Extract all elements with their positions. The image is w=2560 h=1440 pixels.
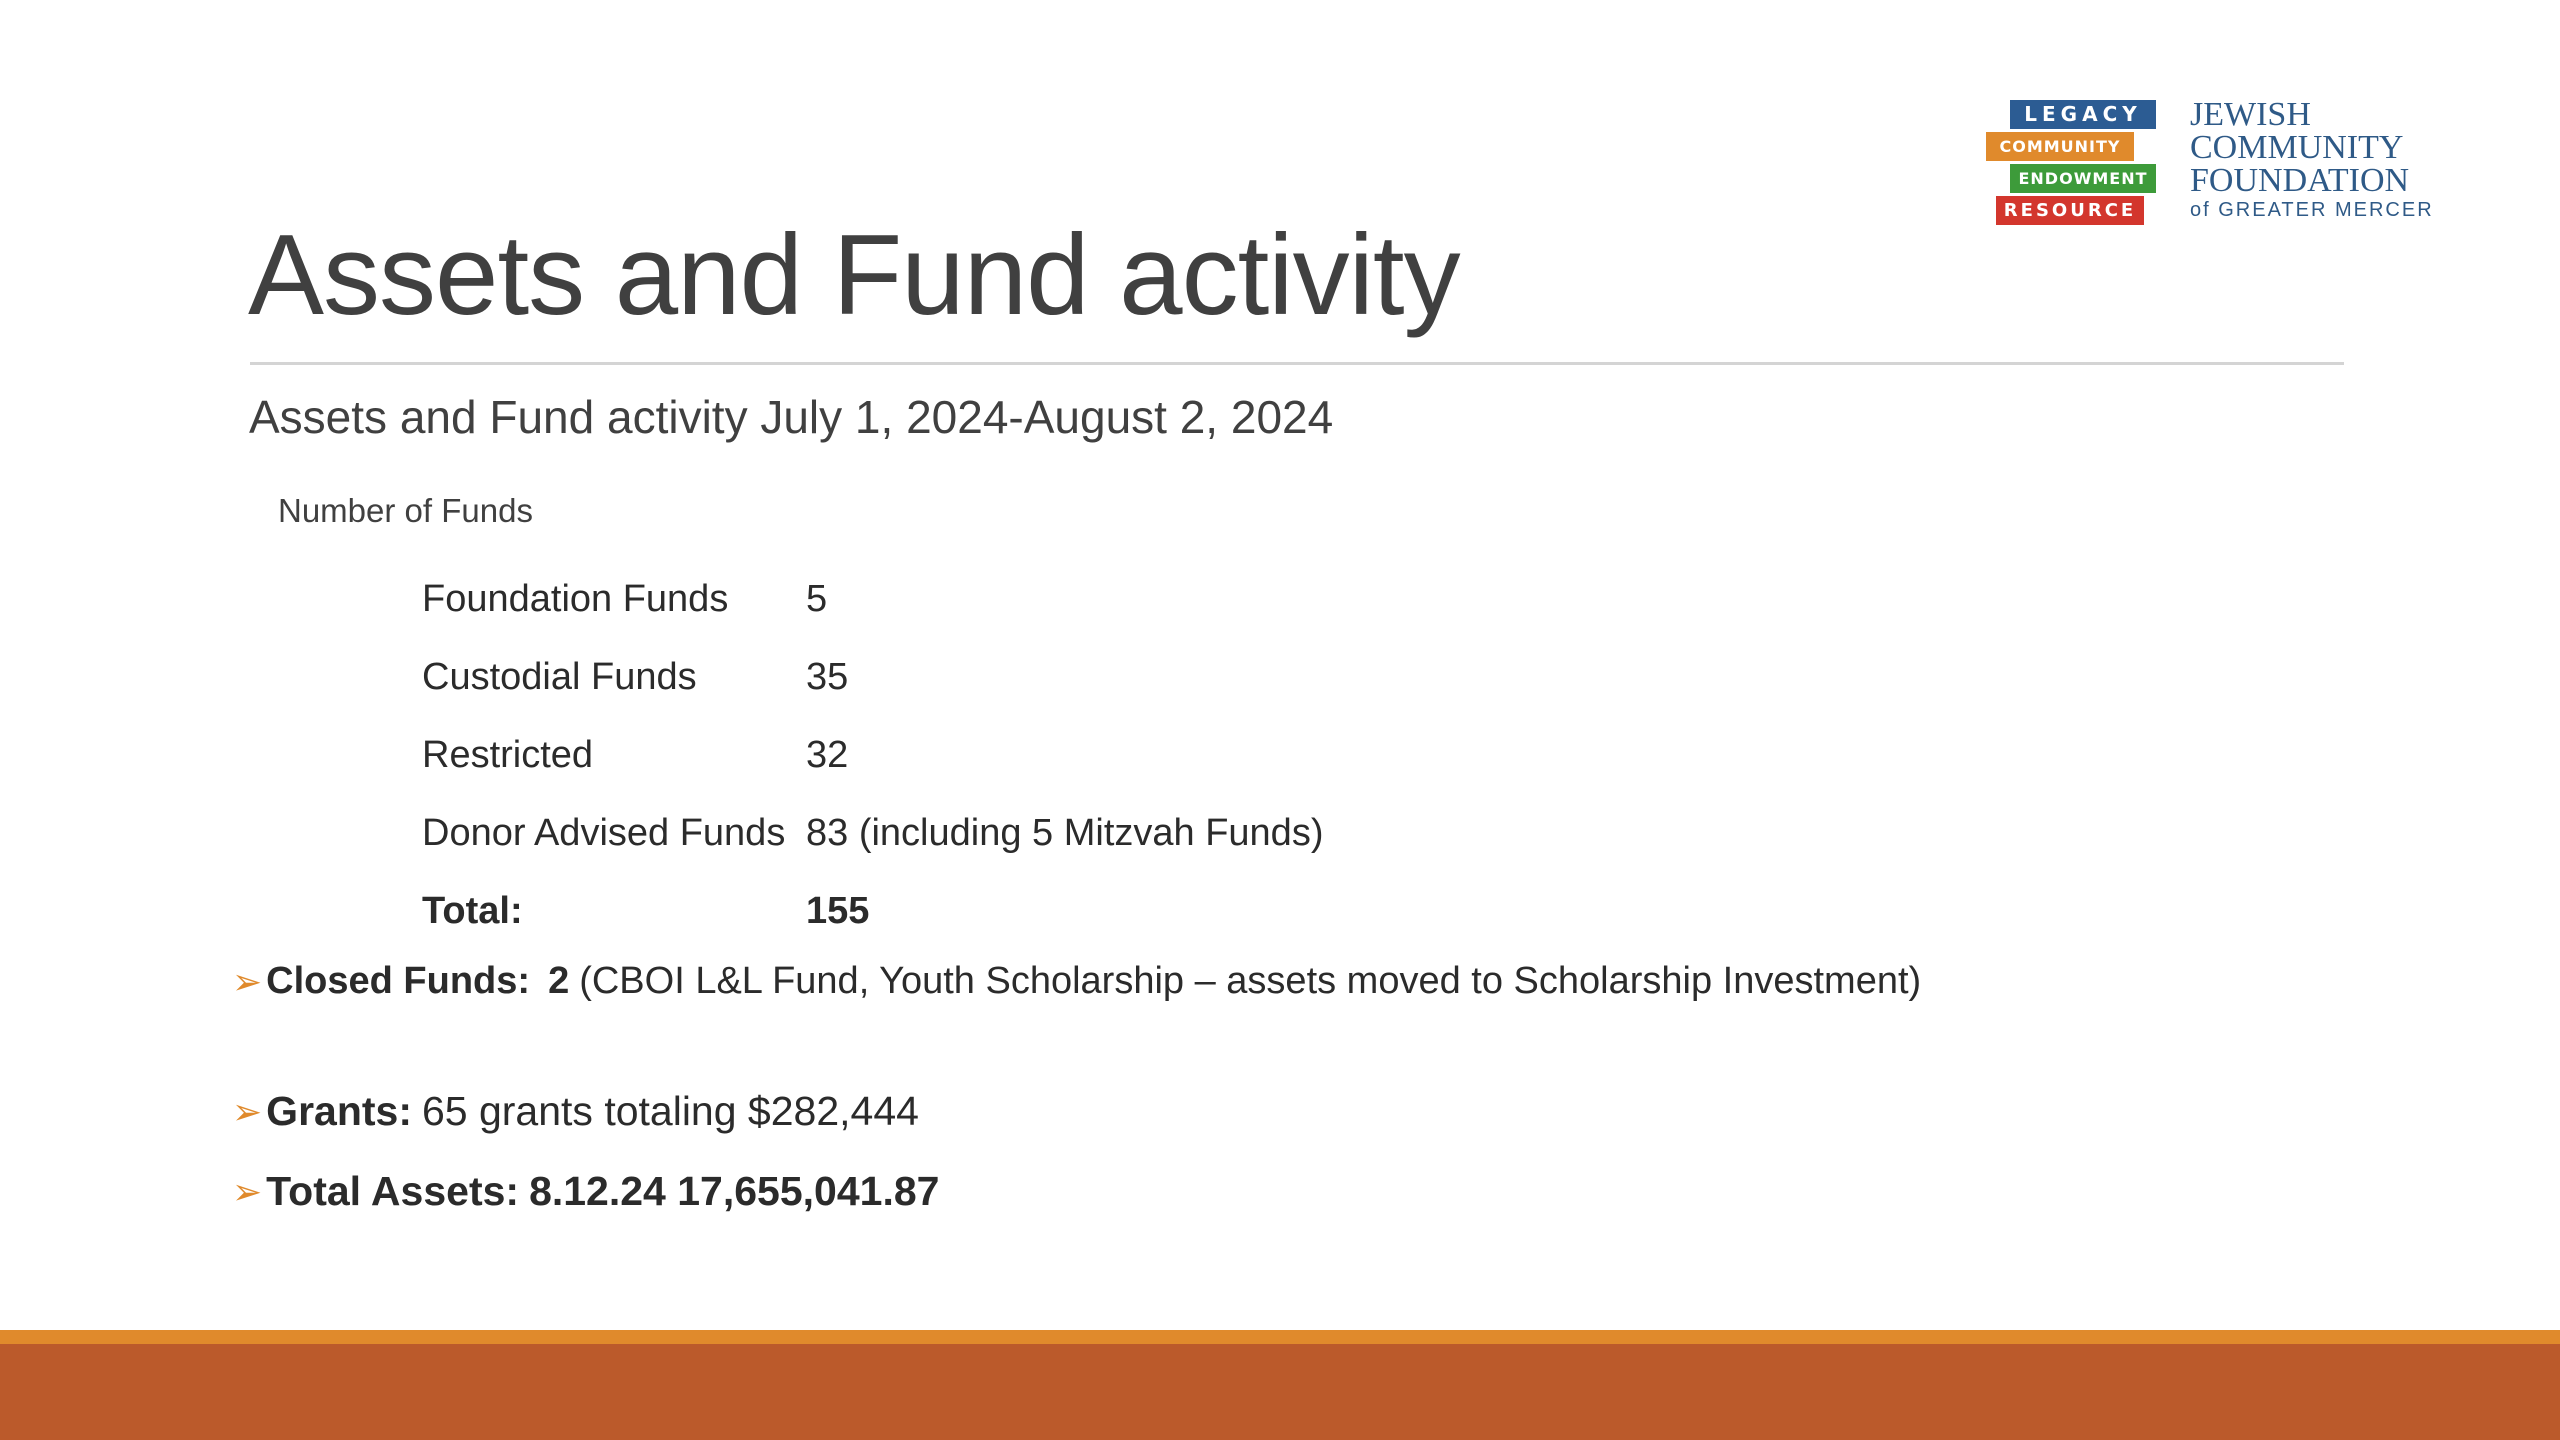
- fund-value: 5: [806, 577, 828, 620]
- fund-label: Foundation Funds: [422, 577, 729, 620]
- slide-title: Assets and Fund activity: [248, 212, 1460, 339]
- funds-heading: Number of Funds: [278, 492, 533, 529]
- logo-tagline: of GREATER MERCER: [2190, 199, 2434, 221]
- fund-label: Total:: [422, 889, 523, 932]
- fund-value: 32: [806, 733, 849, 776]
- bullet-total-assets: [232, 1168, 939, 1215]
- fund-label: Restricted: [422, 733, 594, 776]
- slide-subtitle: Assets and Fund activity July 1, 2024-August 2, 2024: [249, 391, 1334, 443]
- bullet-closed-funds: [232, 960, 1921, 1003]
- footer-band: [0, 1344, 2560, 1440]
- fund-row-foundation: [422, 560, 1323, 638]
- logo-line-community: COMMUNITY: [2190, 129, 2404, 166]
- total-assets-label: Total Assets:: [266, 1168, 520, 1214]
- logo-bar-resource: RESOURCE: [1996, 196, 2144, 225]
- jcf-logo: [1986, 98, 2446, 232]
- fund-label: Donor Advised Funds: [422, 811, 786, 854]
- fund-row-total: [422, 872, 1323, 950]
- grants-label: Grants:: [266, 1088, 412, 1134]
- fund-row-donor-advised: [422, 794, 1323, 872]
- closed-funds-label: Closed Funds:: [266, 960, 531, 1002]
- fund-label: Custodial Funds: [422, 655, 697, 698]
- closed-funds-detail: (CBOI L&L Fund, Youth Scholarship – assets moved to Scholarship Investment): [579, 960, 1922, 1002]
- grants-detail: 65 grants totaling $282,444: [421, 1088, 919, 1134]
- funds-table: [422, 560, 1323, 950]
- fund-row-restricted: [422, 716, 1323, 794]
- total-assets-detail: 8.12.24 17,655,041.87: [529, 1168, 940, 1214]
- logo-bar-endowment: ENDOWMENT: [2010, 164, 2156, 193]
- logo-line-jewish: JEWISH: [2190, 96, 2311, 133]
- logo-bar-community: COMMUNITY: [1986, 132, 2134, 161]
- closed-funds-count: 2: [548, 960, 570, 1002]
- footer-accent-line: [0, 1330, 2560, 1344]
- logo-line-foundation: FOUNDATION: [2190, 162, 2410, 199]
- arrow-bullet-icon: ➢: [232, 1090, 263, 1132]
- arrow-bullet-icon: ➢: [232, 1170, 263, 1212]
- bullet-grants: [232, 1088, 919, 1135]
- logo-bar-legacy: LEGACY: [2010, 100, 2156, 129]
- fund-value: 155: [806, 889, 870, 932]
- fund-row-custodial: [422, 638, 1323, 716]
- logo-wordmark: [2190, 98, 2434, 223]
- arrow-bullet-icon: ➢: [232, 960, 263, 1002]
- fund-value: 83 (including 5 Mitzvah Funds): [806, 811, 1324, 854]
- title-divider: [250, 362, 2344, 365]
- fund-value: 35: [806, 655, 849, 698]
